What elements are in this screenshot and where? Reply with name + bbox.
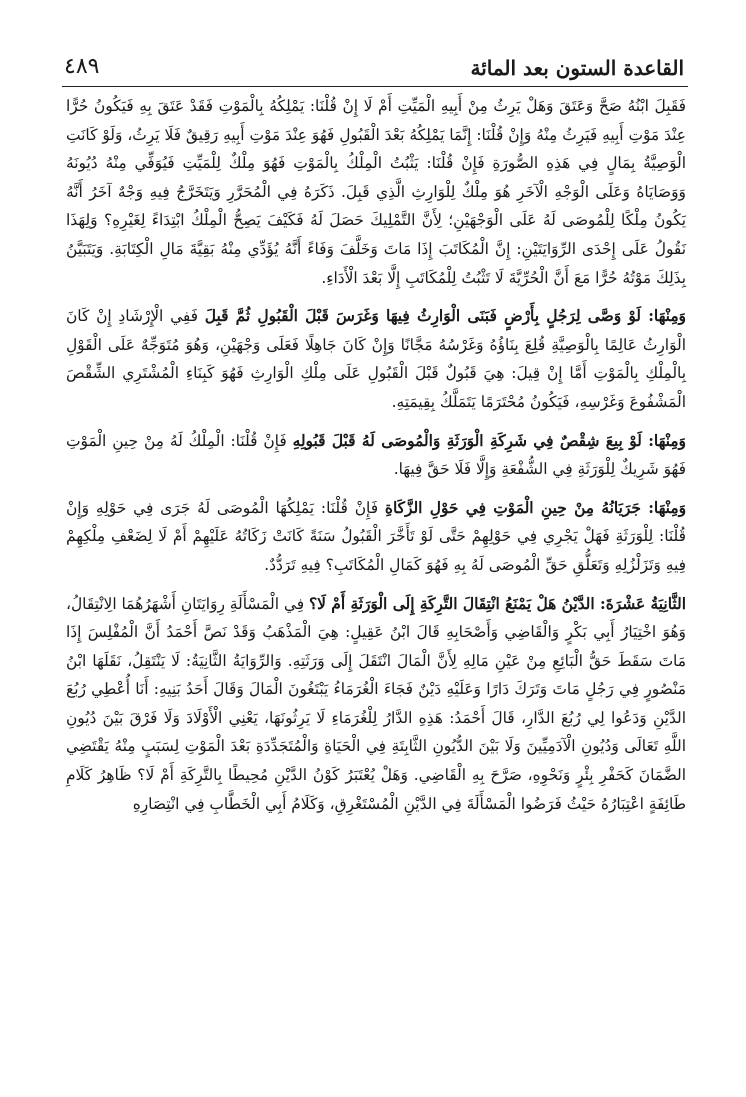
paragraph-4-lead: وَمِنْهَا: جَرَيَانُهُ مِنْ حِينِ الْمَوْتِ فِي حَوْلِ الزَّكَاةِ — [384, 498, 687, 517]
paragraph-3-text: فَإِنْ قُلْنَا: الْمِلْكُ لَهُ مِنْ حِينِ الْمَوْتِ فَهُوَ شَرِيكٌ لِلْوَرَثَةِ فِي الشُّفْعَةِ وَإِلَّا فَلَا حَقَّ فِيهَا. — [66, 431, 686, 479]
chapter-title: القاعدة الستون بعد المائة — [470, 56, 684, 80]
paragraph-5-text: فِي الْمَسْأَلَةِ رِوَايَتَانِ أَشْهَرُهُمَا الِانْتِقَالُ، وَهُوَ اخْتِيَارُ أَبِي بَكْرٍ وَالْقَاضِي وَأَصْحَابِهِ قَالَ ابْنُ عَقِيلٍ: هِيَ الْمَذْهَبُ وَقَدْ نَصَّ أَحْمَدُ أَنَّ الْمُفْلِسَ إِذَا مَاتَ سَقَطَ حَقُّ الْبَائِعِ مِنْ عَيْنِ مَالِهِ لِأَنَّ الْمَالَ انْتَقَلَ إِلَى وَرَثَتِهِ. وَالرِّوَايَةُ الثَّانِيَةُ: لَا يَنْتَقِلُ، نَقَلَهَا ابْنُ مَنْصُورٍ فِي رَجُلٍ مَاتَ وَتَرَكَ دَارًا وَعَلَيْهِ دَيْنٌ فَجَاءَ الْغُرَمَاءُ يَبْتَغُونَ الْمَالَ وَقَالَ أَحَدُ بَنِيهِ: أَنَا أُعْطِي رُبُعَ الدَّيْنِ وَدَعُوا لِي رُبُعَ الدَّارِ، قَالَ أَحْمَدُ: هَذِهِ الدَّارُ لِلْغُرَمَاءِ لَا يَرِثُونَهَا، يَعْنِي الْأَوْلَادَ وَلَا فَرْقَ بَيْنَ دُيُونِ اللَّهِ تَعَالَى وَدُيُونِ الْآدَمِيِّينَ وَلَا بَيْنَ الدُّيُونِ الثَّابِتَةِ فِي الْحَيَاةِ وَالْمُتَجَدِّدَةِ بَعْدَ الْمَوْتِ لِسَبَبٍ مِنْهُ يَقْتَضِي الضَّمَانَ كَحَفْرِ بِئْرٍ وَنَحْوِهِ، صَرَّحَ بِهِ الْقَاضِي. وَهَلْ يُعْتَبَرُ كَوْنُ الدَّيْنِ مُحِيطًا بِالتَّرِكَةِ أَمْ لَا؟ ظَاهِرُ كَلَامِ طَائِفَةٍ اعْتِبَارُهُ حَيْثُ فَرَضُوا الْمَسْأَلَةَ فِي الدَّيْنِ الْمُسْتَغْرِقِ، وَكَلَامُ أَبِي الْخَطَّابِ فِي انْتِصَارِهِ — [65, 594, 686, 813]
running-header — [62, 52, 688, 87]
paragraph-2-lead: وَمِنْهَا: لَوْ وَصَّى لِرَجُلٍ بِأَرْضٍ فَبَنَى الْوَارِثُ فِيهَا وَغَرَسَ قَبْلَ الْقَبُولِ ثُمَّ قَبِلَ — [204, 307, 686, 326]
page-number: ٤٨٩ — [64, 54, 100, 79]
paragraph-5-lead: الثَّانِيَةُ عَشْرَةَ: الدَّيْنُ هَلْ يَمْنَعُ انْتِقَالَ التَّرِكَةِ إِلَى الْوَرَثَةِ أَمْ لَا؟ — [308, 594, 686, 613]
paragraph-4-text: فَإِنْ قُلْنَا: يَمْلِكُهَا الْمُوصَى لَهُ جَرَى فِي حَوْلِهِ وَإِنْ قُلْنَا: لِلْوَرَثَةِ فَهَلْ يَجْرِي فِي حَوْلِهِمْ حَتَّى لَوْ تَأَخَّرَ الْقَبُولُ سَنَةً كَانَتْ زَكَاتُهُ عَلَيْهِمْ أَمْ لَا لِضَعْفِ مِلْكِهِمْ فِيهِ وَتَزَلْزُلِهِ وَتَعَلُّقِ حَقِّ الْمُوصَى لَهُ بِهِ فَهُوَ كَمَالِ الْمُكَاتَبِ؟ فِيهِ تَرَدُّدٌ. — [66, 498, 686, 574]
paragraph-2-text: فَفِي الْإِرْشَادِ إِنْ كَانَ الْوَارِثُ عَالِمًا بِالْوَصِيَّةِ قُلِعَ بِنَاؤُهُ وَغَرْسُهُ مَجَّانًا وَإِنْ كَانَ جَاهِلًا فَعَلَى وَجْهَيْنِ، وَهُوَ مُتَوَجِّهٌ عَلَى الْقَوْلِ بِالْمِلْكِ بِالْمَوْتِ أَمَّا إِنْ قِيلَ: هِيَ قَبُولٌ قَبْلَ الْقَبُولِ عَلَى مِلْكِ الْوَارِثِ فَهُوَ كَبِنَاءِ الْمُشْتَرِي الشِّقْصَ الْمَشْفُوعَ وَغَرْسِهِ، فَيَكُونُ مُحْتَرَمًا يَتَمَلَّكُ بِقِيمَتِهِ. — [66, 307, 686, 411]
paragraph-3-lead: وَمِنْهَا: لَوْ بِيعَ شِقْصٌ فِي شَرِكَةِ الْوَرَثَةِ وَالْمُوصَى لَهُ قَبْلَ قَبُولِهِ — [292, 431, 686, 450]
paragraph-4 — [66, 494, 686, 580]
paragraph-2 — [66, 302, 686, 416]
body-text — [66, 92, 686, 818]
paragraph-5 — [66, 590, 686, 819]
paragraph-3 — [66, 427, 686, 484]
paragraph-1 — [66, 92, 686, 292]
paragraph-1-text: فَقَبِلَ ابْنُهُ صَحَّ وَعَتَقَ وَهَلْ يَرِثُ مِنْ أَبِيهِ الْمَيِّتِ أَمْ لَا إِنْ قُلْنَا: يَمْلِكُهُ بِالْمَوْتِ فَقَدْ عَتَقَ بِهِ فَيَكُونُ حُرًّا عِنْدَ مَوْتِ أَبِيهِ فَيَرِثُ مِنْهُ وَإِنْ قُلْنَا: إِنَّمَا يَمْلِكُهُ بَعْدَ الْقَبُولِ فَهُوَ عِنْدَ مَوْتِ أَبِيهِ رَقِيقٌ فَلَا يَرِثُ، وَلَوْ كَانَتِ الْوَصِيَّةُ بِمَالٍ فِي هَذِهِ الصُّورَةِ فَإِنْ قُلْنَا: يَثْبُتُ الْمِلْكُ بِالْمَوْتِ فَهُوَ مِلْكٌ لِلْمَيِّتِ فَيُوَفِّي مِنْهُ دُيُونَهُ وَوَصَايَاهُ وَعَلَى الْوَجْهِ الْآخَرِ هُوَ مِلْكٌ لِلْوَارِثِ الَّذِي قَبِلَ. ذَكَرَهُ فِي الْمُحَرَّرِ وَيَتَخَرَّجُ فِيهِ وَجْهٌ آخَرُ أَنَّهُ يَكُونُ مِلْكًا لِلْمُوصَى لَهُ عَلَى الْوَجْهَيْنِ؛ لِأَنَّ التَّمْلِيكَ حَصَلَ لَهُ فَكَيْفَ يَصِحُّ الْمِلْكُ ابْتِدَاءً لِغَيْرِهِ؟ وَلِهَذَا نَقُولُ عَلَى إِحْدَى الرِّوَايَتَيْنِ: إِنَّ الْمُكَاتَبَ إِذَا مَاتَ وَخَلَّفَ وَفَاءً أَنَّهُ يُؤَدِّي مِنْهُ بَقِيَّةَ مَالِ الْكِتَابَةِ. وَيَتَبَيَّنُ بِذَلِكَ مَوْتُهُ حُرًّا مَعَ أَنَّ الْحُرِّيَّةَ لَا تَثْبُتُ لِلْمُكَاتَبِ إِلَّا بَعْدَ الْأَدَاءِ. — [66, 97, 686, 287]
